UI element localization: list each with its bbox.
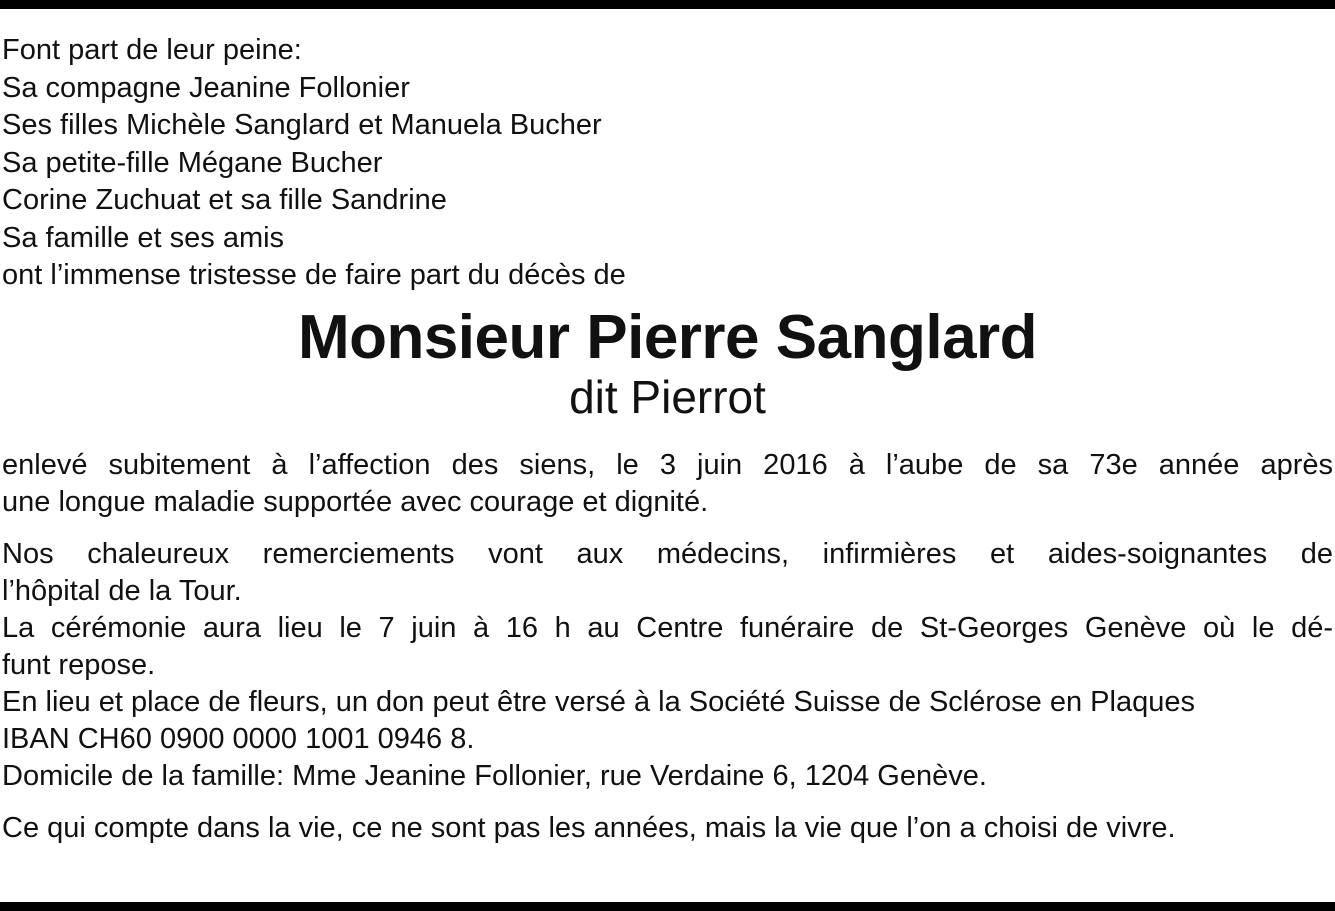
family-list <box>2 32 1333 295</box>
thanks-line: l’hôpital de la Tour. <box>2 574 242 607</box>
top-border-rule <box>0 0 1335 9</box>
closing-quote <box>2 810 1333 847</box>
announcement-line: une longue maladie supportée avec courage et dignité. <box>2 485 709 518</box>
closing-line: Ce qui compte dans la vie, ce ne sont pas les années, mais la vie que l’on a choisi de vivre. <box>2 811 1176 844</box>
thanks-line: Nos chaleureux remerciements vont aux médecins, infirmières et aides-soignantes de <box>2 537 1333 570</box>
family-member-line: Sa famille et ses amis <box>2 221 285 254</box>
family-member-line: Sa compagne Jeanine Follonier <box>2 71 410 104</box>
announcement-intro-line: ont l’immense tristesse de faire part du décès de <box>2 259 626 291</box>
iban-line: IBAN CH60 0900 0000 1001 0946 8. <box>2 722 475 755</box>
family-member-line: Sa petite-fille Mégane Bucher <box>2 146 383 179</box>
obituary-notice <box>2 32 1333 847</box>
details-paragraph <box>2 536 1333 795</box>
donation-line: En lieu et place de fleurs, un don peut être versé à la Société Suisse de Sclérose en Plaques <box>2 685 1195 718</box>
family-member-line: Ses filles Michèle Sanglard et Manuela Bucher <box>2 109 602 141</box>
domicile-line: Domicile de la famille: Mme Jeanine Follonier, rue Verdaine 6, 1204 Genève. <box>2 759 987 792</box>
bottom-border-rule <box>0 902 1335 911</box>
deceased-nickname: dit Pierrot <box>569 370 766 423</box>
ceremony-line: La cérémonie aura lieu le 7 juin à 16 h au Centre funéraire de St-Georges Genève où le dé- <box>2 611 1333 644</box>
deceased-name-block <box>2 302 1333 423</box>
intro-line: Font part de leur peine: <box>2 34 302 66</box>
deceased-name: Monsieur Pierre Sanglard <box>297 302 1038 372</box>
announcement-paragraph <box>2 447 1333 521</box>
ceremony-line: funt repose. <box>2 648 156 681</box>
family-member-line: Corine Zuchuat et sa fille Sandrine <box>2 184 447 216</box>
announcement-line: enlevé subitement à l’affection des siens, le 3 juin 2016 à l’aube de sa 73e année après <box>2 448 1333 481</box>
